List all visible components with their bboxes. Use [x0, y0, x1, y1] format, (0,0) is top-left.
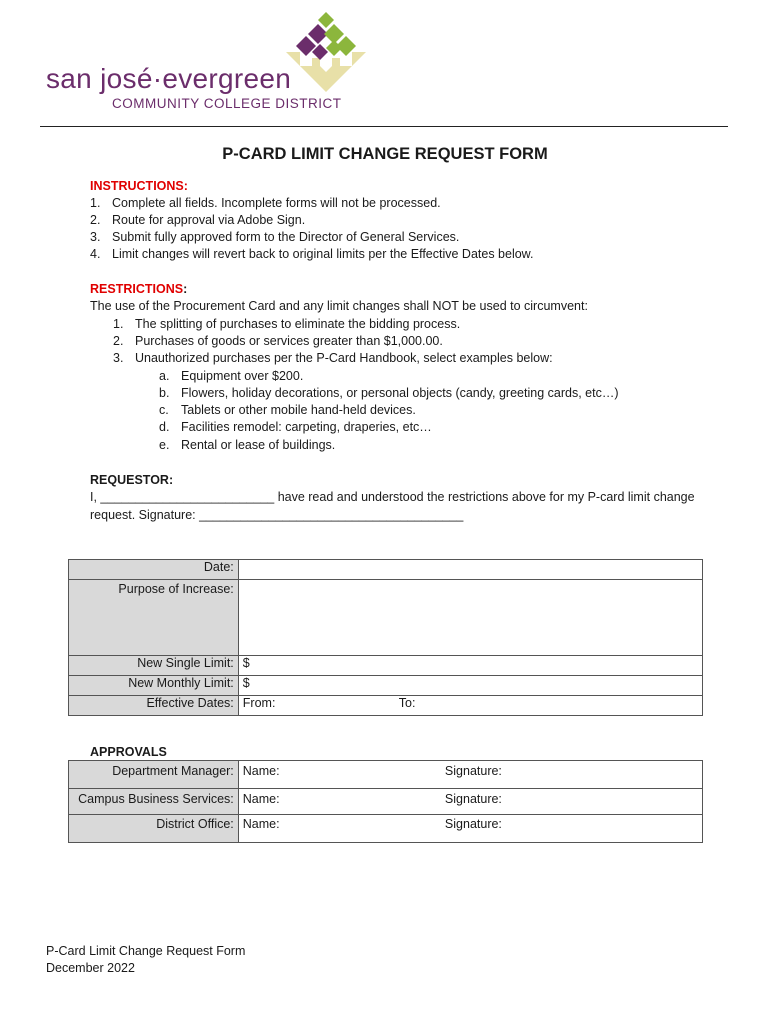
date-field[interactable] [238, 560, 702, 580]
requestor-statement-line1[interactable]: I, _________________________ have read and understood the restrictions above for my P-card limit change [90, 490, 695, 504]
example-num: a. [159, 369, 170, 383]
restriction-text: Purchases of goods or services greater than $1,000.00. [135, 334, 443, 348]
instruction-text: Route for approval via Adobe Sign. [112, 213, 306, 227]
purpose-label: Purpose of Increase: [69, 580, 239, 656]
monthly-limit-field[interactable]: $ [238, 676, 702, 696]
instruction-item [90, 212, 306, 229]
restriction-example [159, 437, 336, 454]
from-label: From: [242, 696, 276, 710]
restriction-item [113, 350, 553, 367]
restriction-num: 1. [113, 317, 124, 331]
approver-label: District Office: [69, 815, 239, 843]
requestor-heading: REQUESTOR: [90, 473, 174, 487]
example-text: Facilities remodel: carpeting, draperies, etc… [181, 420, 432, 434]
example-text: Tablets or other mobile hand-held devices. [181, 403, 416, 417]
restriction-item [113, 333, 443, 350]
approver-label: Department Manager: [69, 761, 239, 789]
instruction-num: 3. [90, 230, 101, 244]
approver-signature-field[interactable]: Signature: [441, 761, 703, 789]
single-limit-field[interactable]: $ [238, 656, 702, 676]
logo-name-part1: san josé [46, 63, 153, 94]
district-logo-mark [286, 10, 366, 92]
instruction-text: Complete all fields. Incomplete forms will not be processed. [112, 196, 441, 210]
single-limit-label: New Single Limit: [69, 656, 239, 676]
restriction-num: 2. [113, 334, 124, 348]
restriction-example [159, 385, 619, 402]
example-num: b. [159, 386, 170, 400]
example-text: Flowers, holiday decorations, or personal objects (candy, greeting cards, etc…) [181, 386, 619, 400]
restriction-item [113, 316, 461, 333]
example-text: Equipment over $200. [181, 369, 304, 383]
instruction-item [90, 195, 441, 212]
approver-signature-field[interactable]: Signature: [441, 815, 703, 843]
restriction-example [159, 419, 432, 436]
requestor-statement-line2[interactable]: request. Signature: ______________________________________ [90, 508, 464, 522]
approval-row [69, 815, 703, 843]
restriction-num: 3. [113, 351, 124, 365]
restrictions-intro: The use of the Procurement Card and any limit changes shall NOT be used to circumvent: [90, 299, 588, 313]
logo-name-dot: · [152, 63, 163, 94]
footer-date: December 2022 [46, 961, 135, 975]
monthly-limit-row [69, 676, 703, 696]
effective-dates-label: Effective Dates: [69, 696, 239, 716]
restrictions-heading [90, 281, 187, 298]
approval-row [69, 761, 703, 789]
instruction-text: Submit fully approved form to the Director of General Services. [112, 230, 460, 244]
restriction-text: The splitting of purchases to eliminate the bidding process. [135, 317, 461, 331]
effective-dates-row [69, 696, 703, 716]
instruction-item [90, 229, 460, 246]
instruction-num: 4. [90, 247, 101, 261]
example-text: Rental or lease of buildings. [181, 438, 336, 452]
example-num: d. [159, 420, 170, 434]
effective-dates-field[interactable] [238, 696, 702, 716]
approver-label: Campus Business Services: [69, 789, 239, 815]
form-title: P-CARD LIMIT CHANGE REQUEST FORM [222, 145, 548, 163]
restriction-text: Unauthorized purchases per the P-Card Handbook, select examples below: [135, 351, 553, 365]
footer-form-name: P-Card Limit Change Request Form [46, 944, 246, 958]
instruction-num: 1. [90, 196, 101, 210]
approver-name-field[interactable]: Name: [238, 789, 441, 815]
district-logo-subtitle: COMMUNITY COLLEGE DISTRICT [112, 96, 342, 111]
restriction-example [159, 402, 416, 419]
date-label: Date: [69, 560, 239, 580]
district-logo-name [46, 62, 291, 96]
approver-name-field[interactable]: Name: [238, 761, 441, 789]
restrictions-heading-text: RESTRICTIONS [90, 282, 184, 296]
example-num: c. [159, 403, 169, 417]
request-details-table [68, 559, 703, 716]
approvals-heading: APPROVALS [90, 745, 167, 759]
example-num: e. [159, 438, 170, 452]
purpose-row [69, 580, 703, 656]
single-limit-row [69, 656, 703, 676]
approver-name-field[interactable]: Name: [238, 815, 441, 843]
approver-signature-field[interactable]: Signature: [441, 789, 703, 815]
instruction-num: 2. [90, 213, 101, 227]
approval-row [69, 789, 703, 815]
instruction-text: Limit changes will revert back to original limits per the Effective Dates below. [112, 247, 534, 261]
restriction-example [159, 368, 304, 385]
date-row [69, 560, 703, 580]
instructions-heading: INSTRUCTIONS: [90, 179, 188, 193]
monthly-limit-label: New Monthly Limit: [69, 676, 239, 696]
approvals-table [68, 760, 703, 843]
header-divider [40, 126, 728, 127]
instruction-item [90, 246, 534, 263]
purpose-field[interactable] [238, 580, 702, 656]
restrictions-heading-colon: : [183, 282, 188, 296]
logo-name-part2: evergreen [162, 63, 292, 94]
to-label: To: [398, 696, 416, 710]
